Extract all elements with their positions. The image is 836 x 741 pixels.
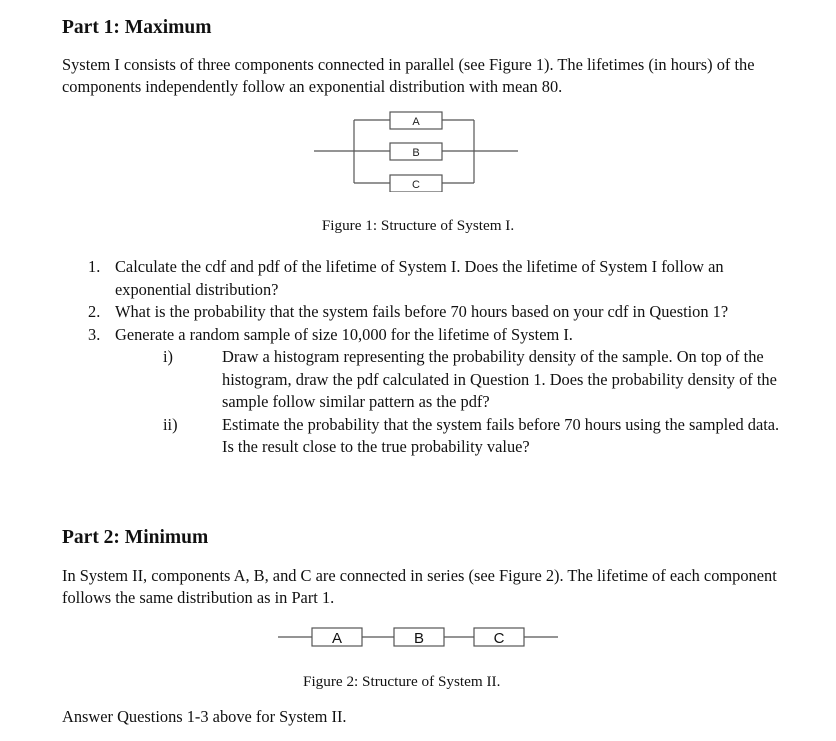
question-text: What is the probability that the system fails before 70 hours based on your cdf in Question 1? xyxy=(115,302,729,321)
question-1 xyxy=(62,256,782,301)
fig2-label-a: A xyxy=(331,630,343,647)
part1-intro: System I consists of three components connected in parallel (see Figure 1). The lifetimes (in hours) of the components independently follow an exponential distribution with mean 80. xyxy=(62,55,755,96)
part2-footer: Answer Questions 1-3 above for System II. xyxy=(62,707,347,726)
figure1-diagram xyxy=(310,108,522,192)
part2-intro: In System II, components A, B, and C are connected in series (see Figure 2). The lifetime of each component follows the same distribution as in Part 1. xyxy=(62,566,777,607)
subquestion-ii xyxy=(115,414,782,459)
question-3 xyxy=(62,324,782,459)
subquestion-text: Estimate the probability that the system fails before 70 hours using the sampled data. Is the result close to the true probability value? xyxy=(222,414,780,456)
subquestion-number: ii) xyxy=(163,414,178,434)
figure2-diagram xyxy=(276,625,560,649)
question-number: 3. xyxy=(88,324,101,344)
fig2-label-b: B xyxy=(413,630,425,647)
question-number: 2. xyxy=(88,302,101,321)
question-text: Calculate the cdf and pdf of the lifetime of System I. Does the lifetime of System I follow an exponential distribution? xyxy=(115,257,724,299)
fig1-label-a: A xyxy=(412,116,420,128)
question-text: Generate a random sample of size 10,000 for the lifetime of System I. xyxy=(115,324,573,344)
fig1-label-b: B xyxy=(412,147,420,159)
subquestion-i xyxy=(115,346,782,414)
fig1-label-c: C xyxy=(412,179,420,191)
subquestion-text: Draw a histogram representing the probability density of the sample. On top of the histogram, draw the pdf calculated in Question 1. Does the probability density of the sample follow similar pattern as the pdf? xyxy=(222,347,777,411)
figure2-caption: Figure 2: Structure of System II. xyxy=(303,673,501,690)
question-number: 1. xyxy=(88,257,101,276)
figure1-caption: Figure 1: Structure of System I. xyxy=(321,217,515,234)
part2-heading: Part 2: Minimum xyxy=(62,527,209,548)
question-2 xyxy=(62,301,782,324)
fig2-label-c: C xyxy=(493,630,505,647)
part1-heading: Part 1: Maximum xyxy=(62,17,212,38)
subquestion-number: i) xyxy=(163,347,174,366)
question-list xyxy=(62,256,782,459)
